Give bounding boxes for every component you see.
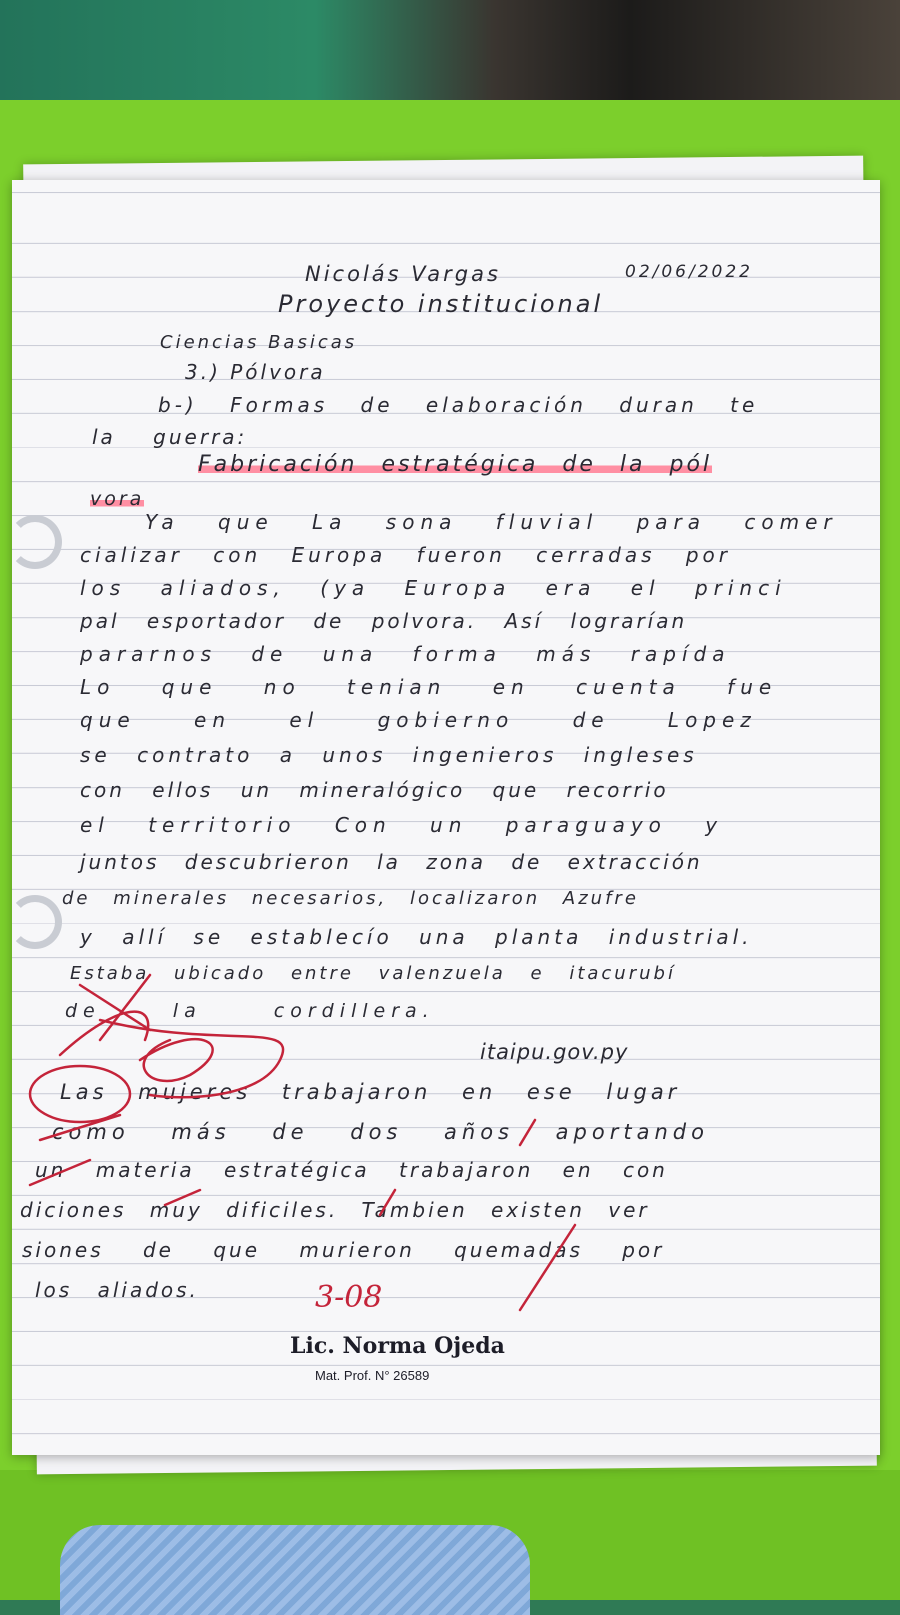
correction-strike xyxy=(100,975,150,1040)
body-line: los aliados. xyxy=(35,1278,199,1302)
body-line: y allí se establecío una planta industrial. xyxy=(80,925,753,949)
body-line: un materia estratégica trabajaron en con xyxy=(35,1158,668,1182)
subtopic-line-2: la guerra: xyxy=(92,425,248,449)
body-line: que en el gobierno de Lopez xyxy=(80,708,757,732)
body-line: Ya que La sona fluvial para comer xyxy=(145,510,838,534)
date: 02/06/2022 xyxy=(625,262,753,282)
correction-strike xyxy=(380,1190,395,1215)
body-line: pal esportador de polvora. Así lograrían xyxy=(80,609,688,633)
body-line: siones de que murieron quemadas por xyxy=(22,1238,665,1262)
body-line: se contrato a unos ingenieros ingleses xyxy=(80,743,698,767)
source-citation: itaipu.gov.py xyxy=(480,1040,629,1064)
body-line: pararnos de una forma más rapída xyxy=(80,642,731,666)
body-line: el territorio Con un paraguayo y xyxy=(80,813,724,837)
body-line: juntos descubrieron la zona de extracción xyxy=(80,850,703,874)
correction-strike xyxy=(520,1120,535,1145)
body-line: Las mujeres trabajaron en ese lugar xyxy=(60,1080,681,1104)
body-line: como más de dos años aportando xyxy=(52,1120,709,1144)
project-title: Proyecto institucional xyxy=(278,290,604,318)
body-line: diciones muy dificiles. Tambien existen ver xyxy=(20,1198,650,1222)
student-name: Nicolás Vargas xyxy=(305,262,501,286)
section-heading-line-2: vora xyxy=(90,488,145,510)
subtopic-line-1: b-) Formas de elaboración duran te xyxy=(158,393,759,417)
correction-loop xyxy=(140,1039,213,1081)
correction-strike xyxy=(520,1225,575,1310)
grade: 3-08 xyxy=(315,1280,383,1315)
topic: 3.) Pólvora xyxy=(185,360,326,384)
body-line: los aliados, (ya Europa era el princi xyxy=(80,576,787,600)
correction-strike xyxy=(165,1190,200,1205)
body-line: con ellos un mineralógico que recorrio xyxy=(80,778,669,802)
body-line: Estaba ubicado entre valenzuela e itacurubí xyxy=(70,963,676,984)
body-line: de minerales necesarios, localizaron Azufre xyxy=(62,888,639,909)
body-line: Lo que no tenian en cuenta fue xyxy=(80,675,778,699)
body-line: de la cordillera. xyxy=(65,1000,435,1022)
correction-strike xyxy=(40,1115,120,1140)
subject: Ciencias Basicas xyxy=(160,332,358,353)
correction-strike xyxy=(30,1160,90,1185)
teacher-stamp-name: Lic. Norma Ojeda xyxy=(290,1333,505,1359)
body-line: cializar con Europa fueron cerradas por xyxy=(80,543,731,567)
section-heading-line-1: Fabricación estratégica de la pól xyxy=(198,452,713,477)
correction-circle xyxy=(30,1066,130,1122)
teacher-stamp-registration: Mat. Prof. N° 26589 xyxy=(315,1368,430,1383)
